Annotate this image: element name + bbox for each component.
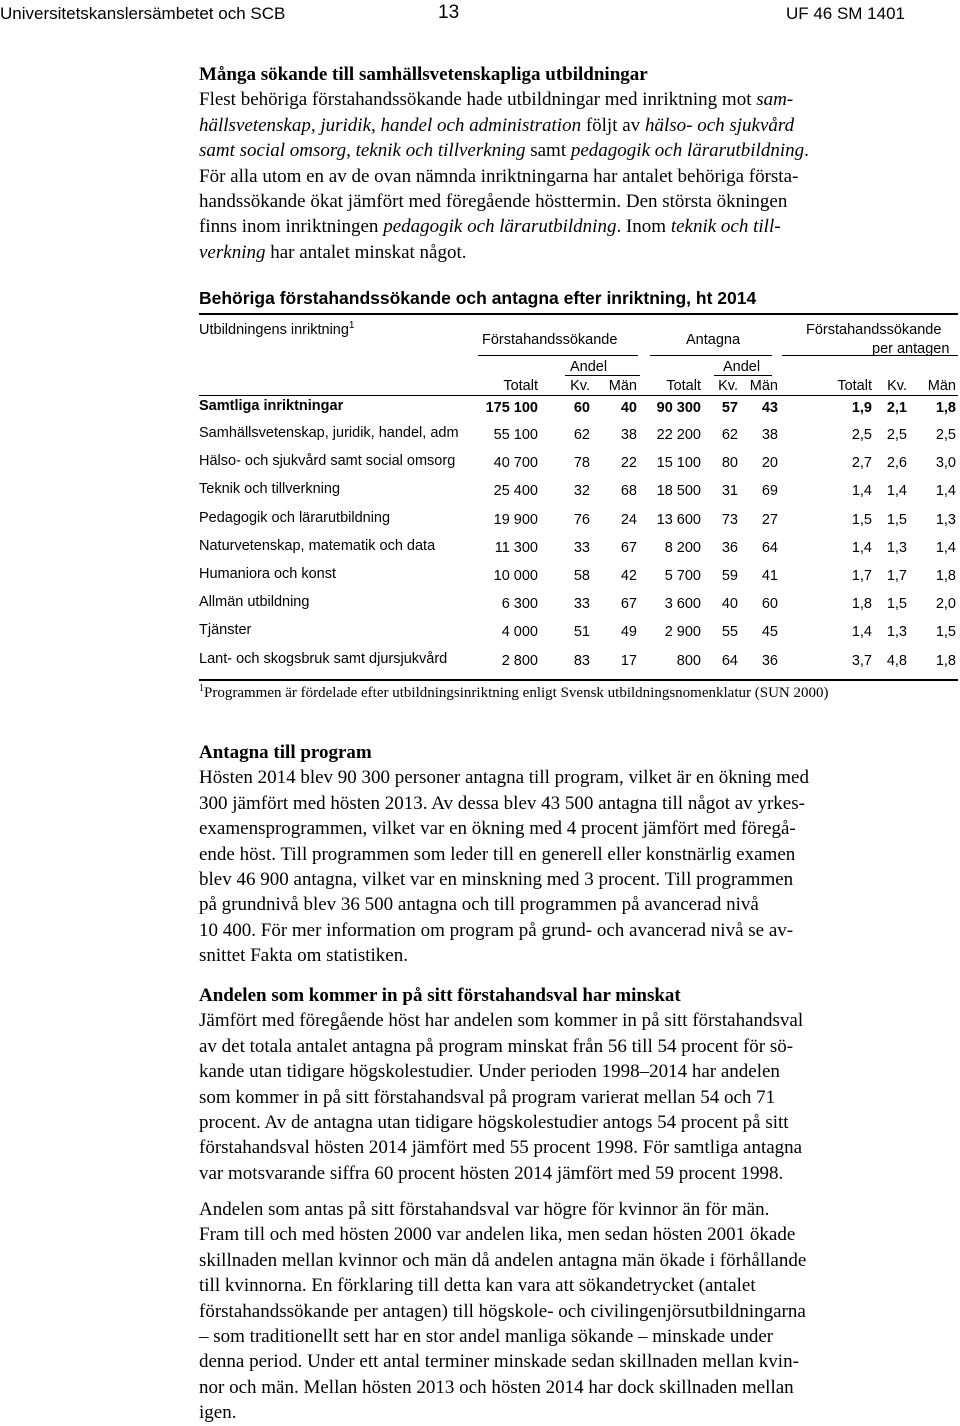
underline-ratio [782, 355, 958, 356]
andelen-paragraph-2 [199, 1197, 904, 1426]
sub-kv-2: Kv. [718, 378, 738, 394]
table-cell: 2,7 [851, 455, 872, 471]
antagna-line: 10 400. För mer information om program på grund- och avancerad nivå se av- [199, 919, 794, 941]
sub-man-2: Män [749, 378, 778, 394]
sub-kv-3: Kv. [887, 378, 907, 394]
table-cell: 1,8 [935, 400, 956, 416]
andel-label-applicants: Andel [570, 359, 608, 375]
andelen-line: av det totala antalet antagna på program minskat från 56 till 54 procent för sö- [199, 1035, 794, 1057]
table-cell: 57 [721, 400, 738, 416]
table-row-label: Lant- och skogsbruk samt djursjukvård [199, 651, 448, 667]
table-cell: 2,0 [935, 596, 956, 612]
table-cell: 2,5 [886, 427, 907, 443]
table-cell: 40 [620, 400, 637, 416]
intro-line [199, 240, 904, 265]
antagna-line: 300 jämfört med hösten 2013. Av dessa blev 43 500 antagna till något av yrkes- [199, 792, 805, 814]
andelen-heading: Andelen som kommer in på sitt förstahandsval har minskat [199, 985, 681, 1006]
underline-andel-applicants [565, 375, 640, 376]
underline-andel-admitted [714, 375, 772, 376]
table-footnote: $^1$Programmen är fördelade efter utbildningsinriktning enligt Svensk utbildningsnomenklatur (SUN 2000) [199, 683, 829, 701]
table-row-label: Hälso- och sjukvård samt social omsorg [199, 453, 456, 469]
table-cell: 15 100 [656, 455, 701, 471]
intro-line [199, 138, 904, 163]
intro-text-segment: har antalet minskat något. [265, 241, 467, 263]
table-cell: 1,3 [886, 540, 907, 556]
table-cell: 5 700 [664, 568, 701, 584]
table-cell: 40 [721, 596, 738, 612]
table-cell: 2,5 [851, 427, 872, 443]
andelen-line: procent. Av de antagna utan tidigare högskolestudier antogs 54 procent på sitt [199, 1112, 789, 1134]
intro-line [199, 113, 904, 138]
sub-totalt-1: Totalt [503, 378, 538, 394]
underline-admitted [650, 355, 772, 356]
table-cell: 1,4 [935, 540, 956, 556]
table-cell: 1,8 [935, 653, 956, 669]
table-cell: 64 [761, 540, 778, 556]
intro-text-segment: samt social omsorg, teknik och tillverkning [199, 140, 526, 162]
table-cell: 22 200 [656, 427, 701, 443]
intro-text-segment: . [804, 140, 809, 162]
group-header-admitted: Antagna [686, 332, 741, 348]
table-cell: 2,5 [935, 427, 956, 443]
table-cell: 83 [573, 653, 590, 669]
table-cell: 67 [620, 540, 637, 556]
table-cell: 1,4 [851, 540, 872, 556]
intro-text-segment: hälso- och sjukvård [644, 114, 795, 136]
table-cell: 1,5 [851, 512, 872, 528]
table-cell: 45 [761, 624, 778, 640]
table-cell: 25 400 [493, 483, 538, 499]
antagna-line: blev 46 900 antagna, vilket var en minskning med 3 procent. Till programmen [199, 869, 794, 891]
table-cell: 22 [620, 455, 637, 471]
table-cell: 13 600 [656, 512, 701, 528]
andelen-line: – som traditionellt sett har en stor andel manliga sökande – minskade under [199, 1326, 774, 1348]
table-cell: 60 [573, 400, 590, 416]
table-cell: 31 [721, 483, 738, 499]
table-row-label: Tjänster [199, 622, 252, 638]
antagna-line: på grundnivå blev 36 500 antagna och till programmen på avancerad nivå [199, 894, 759, 916]
intro-text-segment: hällsvetenskap, juridik, handel och administration [199, 114, 582, 136]
andelen-line: var motsvarande siffra 60 procent hösten 2014 jämfört med 59 procent 1998. [199, 1162, 784, 1184]
andelen-line: igen. [199, 1402, 237, 1424]
table-cell: 90 300 [656, 400, 701, 416]
table-cell: 78 [573, 455, 590, 471]
table-cell: 1,5 [935, 624, 956, 640]
table-cell: 17 [620, 653, 637, 669]
table-cell: 3 600 [664, 596, 701, 612]
table-cell: 60 [761, 596, 778, 612]
table-cell: 2,6 [886, 455, 907, 471]
table-cell: 43 [761, 400, 778, 416]
intro-text-segment: teknik och till- [670, 216, 781, 238]
table-row-label: Humaniora och konst [199, 566, 337, 582]
andelen-section [199, 983, 904, 1186]
col-header-inriktning: Utbildningens inriktning$^1$ [199, 320, 355, 338]
table-top-rule [199, 313, 958, 315]
table-cell: 33 [573, 540, 590, 556]
table-cell: 3,7 [851, 653, 872, 669]
table-cell: 49 [620, 624, 637, 640]
sub-totalt-2: Totalt [666, 378, 701, 394]
table-row-label: Samhällsvetenskap, juridik, handel, adm [199, 425, 459, 441]
table-cell: 64 [721, 653, 738, 669]
table-cell: 20 [761, 455, 778, 471]
table-cell: 58 [573, 568, 590, 584]
table-cell: 73 [721, 512, 738, 528]
table-cell: 1,4 [851, 483, 872, 499]
andel-label-admitted: Andel [723, 359, 761, 375]
sub-kv-1: Kv. [570, 378, 590, 394]
antagna-line: ende höst. Till programmen som leder till en generell eller konstnärlig examen [199, 843, 796, 865]
table-cell: 1,5 [886, 596, 907, 612]
table-cell: 36 [721, 540, 738, 556]
intro-text-segment: handssökande ökat jämfört med föregående hösttermin. Den största ökningen [199, 191, 788, 213]
table-cell: 2 800 [501, 653, 538, 669]
intro-text-segment: För alla utom en av de ovan nämnda inriktningarna har antalet behöriga första- [199, 165, 799, 187]
table-cell: 4,8 [886, 653, 907, 669]
intro-text-segment: finns inom inriktningen [199, 216, 384, 238]
underline-applicants [478, 355, 638, 356]
table-cell: 11 300 [494, 540, 538, 556]
table-cell: 1,9 [851, 400, 872, 416]
antagna-heading: Antagna till program [199, 742, 372, 763]
table-cell: 1,7 [851, 568, 872, 584]
table-cell: 1,3 [886, 624, 907, 640]
table-cell: 1,8 [851, 596, 872, 612]
table-cell: 3,0 [935, 455, 956, 471]
table-row-label: Teknik och tillverkning [199, 481, 341, 497]
intro-line [199, 214, 904, 239]
intro-text-segment: pedagogik och lärarutbildning [570, 140, 805, 162]
table-cell: 42 [620, 568, 637, 584]
table-cell: 38 [620, 427, 637, 443]
intro-text-segment: följt av [581, 114, 645, 136]
table-cell: 40 700 [493, 455, 538, 471]
intro-line [199, 87, 904, 112]
group-header-ratio: Förstahandssökande [806, 322, 942, 338]
andelen-line: denna period. Under ett antal terminer minskade sedan skillnaden mellan kvin- [199, 1351, 799, 1373]
table-row-label: Allmän utbildning [199, 594, 310, 610]
table-cell: 8 200 [664, 540, 701, 556]
andelen-line: skillnaden mellan kvinnor och män då andelen antagna män ökade i förhållande [199, 1249, 807, 1271]
table-cell: 68 [620, 483, 637, 499]
table-cell: 800 [676, 653, 701, 669]
table-cell: 2 900 [664, 624, 701, 640]
andelen-line: förstahandsval hösten 2014 jämfört med 55 procent 1998. För samtliga antagna [199, 1137, 803, 1159]
intro-text-segment: Flest behöriga förstahandssökande hade utbildningar med inriktning mot [199, 89, 757, 111]
intro-line [199, 189, 904, 214]
table-cell: 41 [761, 568, 778, 584]
andelen-line: som kommer in på sitt förstahandsval på program varierat mellan 54 och 71 [199, 1086, 776, 1108]
table-row-label: Samtliga inriktningar [199, 398, 344, 414]
table-cell: 36 [761, 653, 778, 669]
intro-text-segment: pedagogik och lärarutbildning [383, 216, 617, 238]
table-cell: 62 [721, 427, 738, 443]
table-title: Behöriga förstahandssökande och antagna efter inriktning, ht 2014 [199, 288, 757, 308]
group-header-ratio-sub: per antagen [872, 341, 950, 355]
header-bottom-rule [199, 395, 958, 396]
andelen-line: Andelen som antas på sitt förstahandsval var högre för kvinnor än för män. [199, 1199, 770, 1220]
table-row-label: Naturvetenskap, matematik och data [199, 538, 436, 554]
sub-man-3: Män [927, 378, 956, 394]
table-cell: 1,4 [935, 483, 956, 499]
table-cell: 175 100 [485, 400, 538, 416]
antagna-line: Hösten 2014 blev 90 300 personer antagna till program, vilket är en ökning med [199, 767, 809, 789]
table-cell: 55 100 [493, 427, 538, 443]
intro-line [199, 164, 904, 189]
table-cell: 24 [620, 512, 637, 528]
table-cell: 67 [620, 596, 637, 612]
andelen-line: Jämfört med föregående höst har andelen som kommer in på sitt förstahandsval [199, 1010, 804, 1032]
table-cell: 1,7 [886, 568, 907, 584]
antagna-line: examensprogrammen, vilket var en ökning med 4 procent jämfört med föregå- [199, 818, 796, 840]
table-cell: 27 [761, 512, 778, 528]
table-bottom-rule [199, 679, 958, 681]
sub-totalt-3: Totalt [837, 378, 872, 394]
andelen-line: Fram till och med hösten 2000 var andelen lika, men sedan hösten 2001 ökade [199, 1224, 796, 1246]
table-cell: 1,5 [886, 512, 907, 528]
table-cell: 38 [761, 427, 778, 443]
antagna-section [199, 740, 904, 969]
table-cell: 32 [573, 483, 590, 499]
table-cell: 1,8 [935, 568, 956, 584]
andelen-line: kande utan tidigare högskolestudier. Under perioden 1998–2014 har andelen [199, 1061, 780, 1083]
page-number: 13 [438, 2, 460, 23]
table-row-label: Pedagogik och lärarutbildning [199, 510, 391, 526]
andelen-line: nor och män. Mellan hösten 2013 och hösten 2014 har dock skillnaden mellan [199, 1376, 794, 1398]
header-publisher: Universitetskanslersämbetet och SCB [0, 4, 286, 23]
table-cell: 10 000 [493, 568, 538, 584]
antagna-paragraph [199, 765, 904, 968]
table-cell: 76 [573, 512, 590, 528]
intro-text-segment: . Inom [616, 216, 671, 238]
intro-paragraph [199, 87, 904, 265]
table-cell: 1,4 [851, 624, 872, 640]
group-header-applicants: Förstahandssökande [482, 332, 618, 348]
intro-text-segment: sam- [756, 89, 794, 111]
andelen-paragraph-1 [199, 1008, 904, 1186]
andelen-line: till kvinnorna. En förklaring till detta kan vara att sökandetrycket (antalet [199, 1275, 756, 1297]
table-cell: 6 300 [501, 596, 538, 612]
table-cell: 1,4 [886, 483, 907, 499]
report-id: UF 46 SM 1401 [785, 4, 905, 23]
table-cell: 19 900 [493, 512, 538, 528]
intro-text-segment: samt [525, 140, 571, 162]
table-cell: 62 [573, 427, 590, 443]
table-cell: 55 [721, 624, 738, 640]
intro-section [199, 62, 904, 265]
table-cell: 1,3 [935, 512, 956, 528]
table-cell: 51 [573, 624, 590, 640]
andelen-line: förstahandssökande per antagen) till högskole- och civilingenjörsutbildningarna [199, 1300, 806, 1322]
intro-heading: Många sökande till samhällsvetenskapliga utbildningar [199, 64, 648, 85]
table-cell: 69 [761, 483, 778, 499]
table-cell: 33 [573, 596, 590, 612]
table-cell: 4 000 [501, 624, 538, 640]
table-cell: 59 [721, 568, 738, 584]
table-cell: 18 500 [656, 483, 701, 499]
antagna-line: snittet Fakta om statistiken. [199, 945, 408, 967]
table-cell: 80 [721, 455, 738, 471]
table-cell: 2,1 [886, 400, 907, 416]
sub-man-1: Män [608, 378, 637, 394]
intro-text-segment: verkning [199, 241, 266, 263]
